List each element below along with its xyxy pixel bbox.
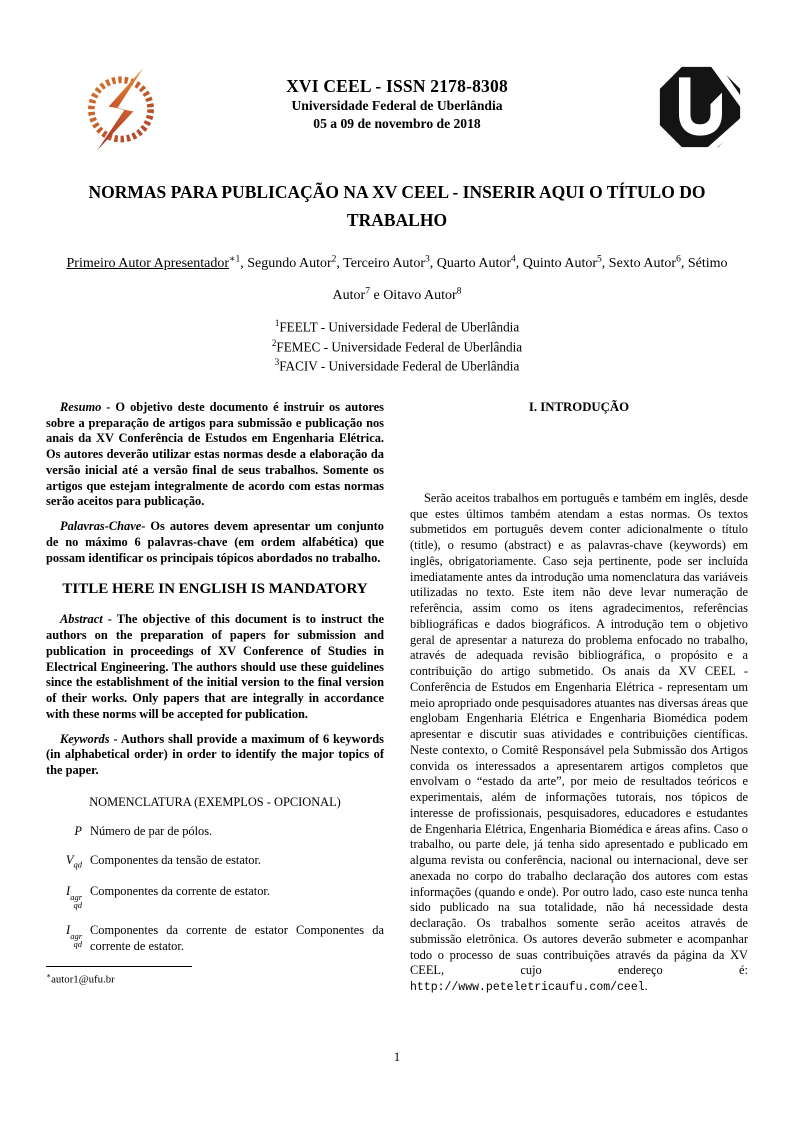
nomenclature-description: Número de par de pólos.	[90, 823, 213, 838]
nomenclature-symbol: I agr qd	[66, 884, 82, 911]
keywords-label: Keywords	[60, 731, 110, 746]
ceel-lightning-gear-icon	[78, 62, 164, 159]
author-list	[51, 248, 743, 311]
palavras-chave-label: Palavras-Chave	[60, 519, 142, 534]
right-column	[410, 400, 748, 1005]
left-column	[46, 400, 384, 1005]
ufu-university-icon	[656, 64, 744, 155]
page-number: 1	[393, 1050, 401, 1064]
introduction-paragraph: Serão aceitos trabalhos em português e também em inglês, desde que estes últimos também atendam a estas normas. Os textos submetidos em português devem conter adicionalmente o título (title), o resumo (abstract) e as palavras-chave (keywords) em inglês, obrigatoriamente. Caso seja pertinente, pode ser incluída imediatamente antes da introdução uma nomenclatura das variáveis utilizadas no texto. Este item não deve levar numeração de referência, assim como os itens agradecimentos, referências bibliográficas e dados biográficos. A introdução tem o objetivo geral de apresentar a natureza do problema enfocado no trabalho, através de adequada revisão bibliográfica, o propósito e a contribuição do artigo submetido. Os anais da XV CEEL - Conferência de Estudos em Engenharia Elétrica - representam um meio apropriado onde pesquisadores atuantes nas diversas áreas que englobam Engenharia Elétrica e Engenharia Biomédica podem apresentar e discutir suas atividades e contribuições científicas. Neste contexto, o Comitê Responsável pela Submissão dos Artigos convida os interessados a apresentarem artigos completos que envolvam o “estado da arte”, por meio de resultados teóricos e experimentais, além de informações tutorais, nos tópicos de interesse de profissionais, pesquisadores, educadores e estudantes de Engenharia Elétrica, Engenharia Biomédica e áreas afins. Caso o trabalho, ou parte dele, já tenha sido apresentado e publicado em alguma revista ou conferência, nacional ou internacional, deve ser anexada no corpo do trabalho declaração dos autores com estas informações (quando e onde). Por outro lado, caso este nunca tenha sido publicado na sua totalidade, não há necessidade desta declaração. Os trabalhos somente serão aceitos através de submissão eletrônica. Os autores deverão submeter e acompanhar todo o processo de suas contribuições através da página da XV CEEL, cujo endereço é: http://www.peteletricaufu.com/ceel.	[410, 490, 748, 995]
affiliation: $^2$FEMEC - Universidade Federal de Uberlândia	[271, 337, 523, 354]
university-name: Universidade Federal de Uberlândia	[291, 98, 503, 113]
abstract-label: Abstract	[60, 612, 103, 627]
footnote-rule	[46, 966, 192, 967]
affiliation-list	[0, 317, 794, 376]
nomenclature-symbol: I agr qd	[66, 923, 82, 949]
nomenclature-symbol: $V_{qd}$	[65, 853, 82, 870]
author: , Terceiro Autor$^3$	[336, 254, 430, 271]
two-column-body	[46, 400, 748, 1005]
introduction-heading: I. INTRODUÇÃO	[528, 399, 630, 414]
nomenclature-heading: NOMENCLATURA (EXEMPLOS - OPCIONAL)	[89, 794, 341, 809]
palavras-chave-paragraph: Palavras-Chave- Os autores devem apresentar um conjunto de no máximo 6 palavras-chave (em ordem alfabética) que possam identificar os principais tópicos abordados no trabalho.	[46, 519, 384, 565]
presenting-author-name: Primeiro Autor Apresentador	[66, 256, 230, 271]
resumo-label: Resumo	[60, 399, 102, 414]
nomenclature-description: Componentes da tensão de estator.	[90, 853, 262, 868]
nomenclature-symbol: P	[74, 823, 82, 838]
author: Primeiro Autor Apresentador$^{∗1}$	[66, 254, 241, 271]
author: , Segundo Autor$^2$	[240, 254, 337, 271]
submission-url: http://www.peteletricaufu.com/ceel	[410, 981, 645, 995]
author: , Quarto Autor$^4$	[429, 254, 516, 271]
author: , Sexto Autor$^6$	[601, 254, 681, 271]
nomenclature-description: Componentes da corrente de estator.	[90, 884, 270, 899]
english-title-heading: TITLE HERE IN ENGLISH IS MANDATORY	[62, 581, 368, 598]
author: e Oitavo Autor$^8$	[369, 285, 462, 303]
affiliation: $^1$FEELT - Universidade Federal de Uberlândia	[274, 318, 520, 335]
conference-dates: 05 a 09 de novembro de 2018	[313, 115, 481, 131]
paper-header	[0, 60, 794, 162]
nomenclature-list	[46, 824, 384, 954]
abstract-paragraph: Abstract - The objective of this document is to instruct the authors on the preparation of papers for submission and publication in proceedings of XV Conference of Studies in Electrical Engineering. The authors should use these guidelines since the establishment of the initial version to the final version of their works. Only papers that are integrally in accordance with these norms will be accepted for publication.	[46, 612, 384, 721]
affiliation: $^3$FACIV - Universidade Federal de Uberlândia	[274, 357, 520, 374]
author: , Quinto Autor$^5$	[515, 254, 602, 271]
resumo-paragraph: Resumo - O objetivo deste documento é instruir os autores sobre a preparação de artigos para submissão e publicação nos anais da XV Conferência de Estudos em Engenharia Elétrica. Os autores deverão utilizar estas normas desde a elaboração da versão inicial até a versão final de seus trabalhos. Somente os artigos que estejam integralmente de acordo com estas normas serão aceitos para publicação.	[46, 399, 384, 509]
keywords-paragraph: Keywords - Authors shall provide a maximum of 6 keywords (in alphabetical order) in order to identify the major topics of the paper.	[46, 731, 384, 778]
author-footnote: ∗autor1@ufu.br	[46, 966, 384, 986]
conference-title: XVI CEEL - ISSN 2178-8308	[286, 76, 508, 96]
author: , Sétimo Autor$^7$	[332, 256, 728, 303]
footnote-email: autor1@ufu.br	[51, 973, 115, 986]
nomenclature-description: Componentes da corrente de estator Componentes da corrente de estator.	[90, 923, 384, 953]
paper-title: NORMAS PARA PUBLICAÇÃO NA XV CEEL - INSERIR AQUI O TÍTULO DO TRABALHO	[88, 182, 706, 230]
